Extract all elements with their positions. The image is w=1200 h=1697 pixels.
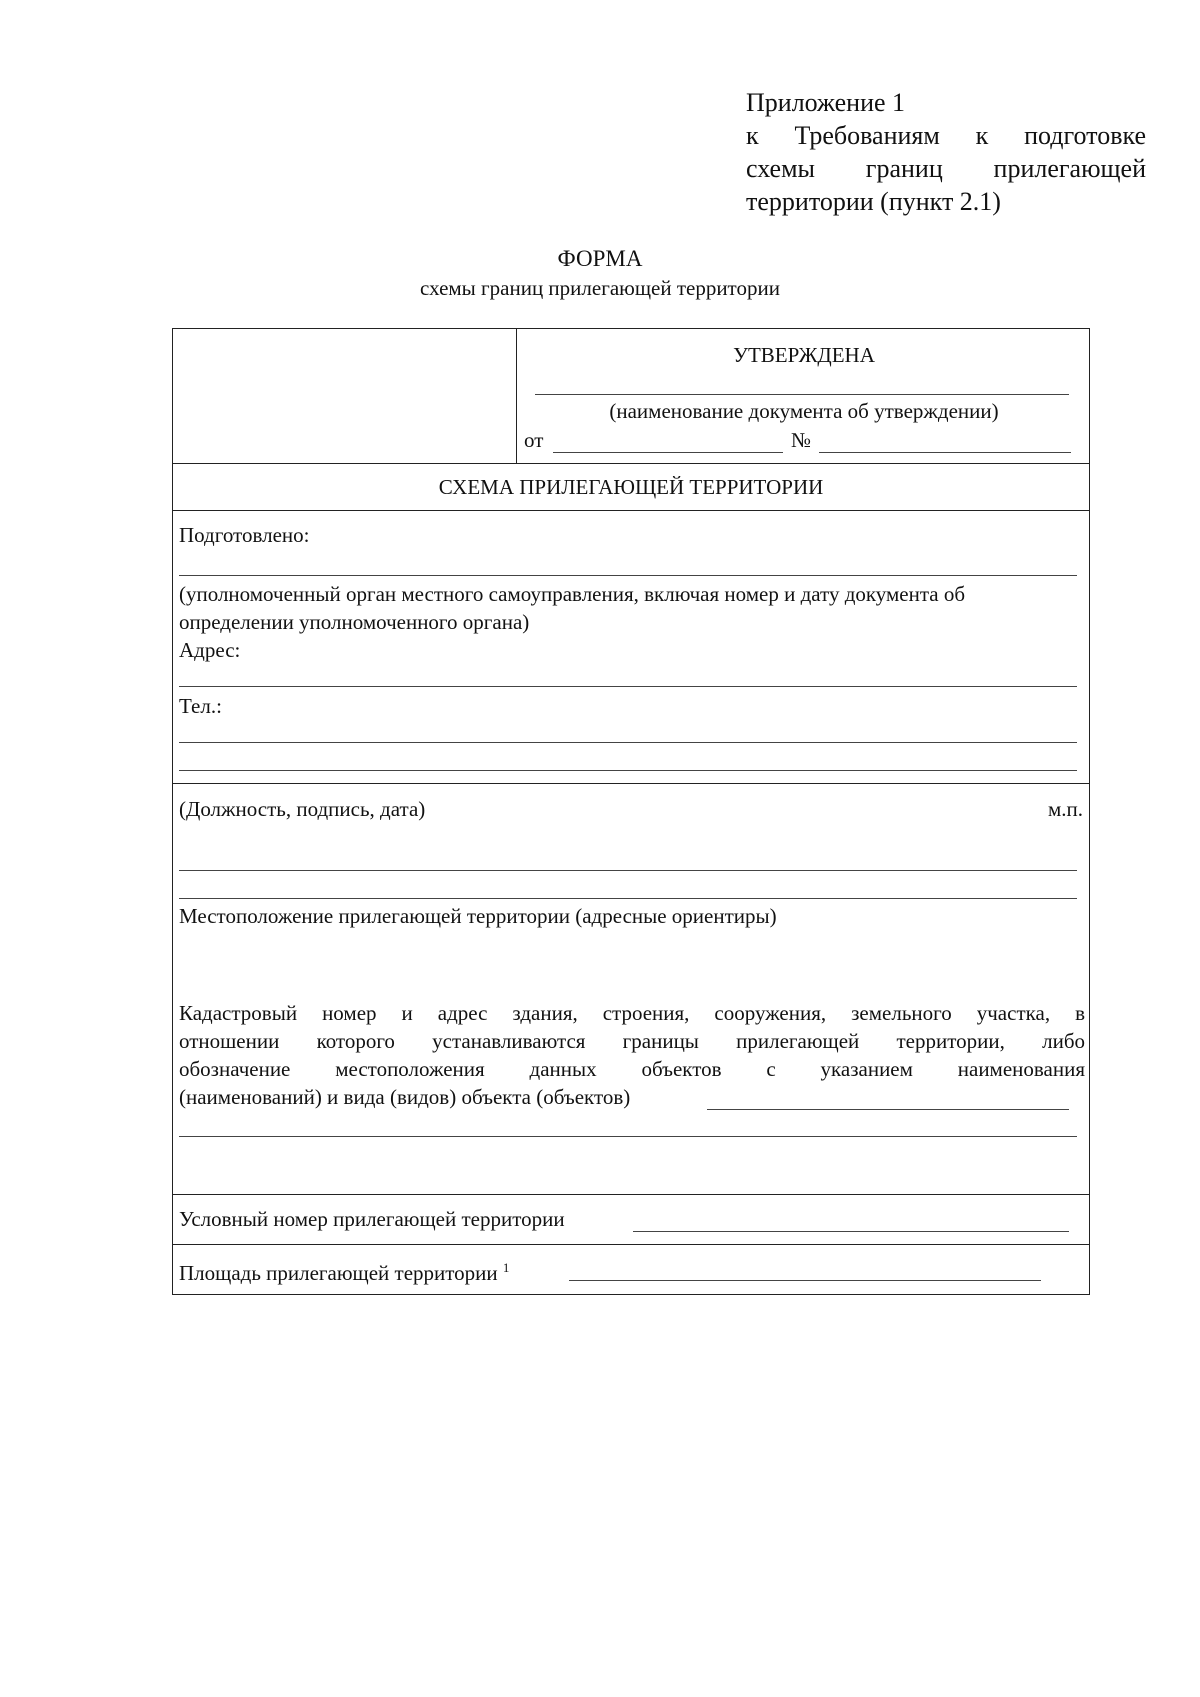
appendix-reference-line: к Требованиям к подготовке <box>746 121 1146 150</box>
appendix-number: Приложение 1 <box>746 88 906 117</box>
address-label: Адрес: <box>179 638 241 662</box>
form-title: ФОРМА <box>557 246 643 271</box>
area-field[interactable] <box>569 1280 1041 1281</box>
scheme-form <box>172 328 1090 1295</box>
signature-field[interactable] <box>179 870 1077 871</box>
cadastral-line: (наименований) и вида (видов) объекта (объектов) <box>179 1085 631 1109</box>
stamp-label: м.п. <box>1047 797 1083 821</box>
row-divider <box>173 783 1089 784</box>
row-divider <box>173 1244 1089 1245</box>
approval-number-label: № <box>791 428 812 452</box>
phone-field[interactable] <box>179 742 1077 743</box>
appendix-reference-line: схемы границ прилегающей <box>746 154 1146 183</box>
approval-document-field[interactable] <box>535 394 1069 395</box>
approval-date-field[interactable] <box>553 452 783 453</box>
area-label <box>179 1254 509 1287</box>
appendix-reference-line: территории (пункт 2.1) <box>746 187 1001 216</box>
location-label: Местоположение прилегающей территории (адресные ориентиры) <box>179 904 777 928</box>
cadastral-line: обозначение местоположения данных объектов с указанием наименования <box>179 1057 1085 1081</box>
row-divider <box>173 510 1089 511</box>
area-footnote-mark: 1 <box>502 1260 510 1275</box>
appendix-header <box>746 86 1146 218</box>
approval-heading: УТВЕРЖДЕНА <box>733 343 875 367</box>
approval-document-caption: (наименование документа об утверждении) <box>609 399 999 423</box>
approval-date-label: от <box>524 428 544 452</box>
row-divider <box>173 1194 1089 1195</box>
approval-number-field[interactable] <box>819 452 1071 453</box>
prepared-caption-line: (уполномоченный орган местного самоуправления, включая номер и дату документа об <box>179 582 966 606</box>
signature-label: (Должность, подпись, дата) <box>179 797 426 821</box>
cadastral-line: отношении которого устанавливаются границы прилегающей территории, либо <box>179 1029 1085 1053</box>
row-divider <box>173 463 1089 464</box>
form-subtitle: схемы границ прилегающей территории <box>420 276 780 300</box>
scheme-title: СХЕМА ПРИЛЕГАЮЩЕЙ ТЕРРИТОРИИ <box>438 475 824 499</box>
prepared-authority-field[interactable] <box>179 575 1077 576</box>
cadastral-object-field[interactable] <box>707 1109 1069 1110</box>
cadastral-object-field-extra[interactable] <box>179 1136 1077 1137</box>
address-field[interactable] <box>179 686 1077 687</box>
cadastral-line: Кадастровый номер и адрес здания, строения, сооружения, земельного участка, в <box>179 1001 1085 1025</box>
prepared-caption-line: определении уполномоченного органа) <box>179 610 530 634</box>
phone-label: Тел.: <box>179 694 222 718</box>
prepared-label: Подготовлено: <box>179 523 310 547</box>
conditional-number-field[interactable] <box>633 1231 1069 1232</box>
signature-field-extra[interactable] <box>179 898 1077 899</box>
cadastral-description <box>179 999 1085 1083</box>
area-label-text: Площадь прилегающей территории <box>179 1261 498 1285</box>
conditional-number-label: Условный номер прилегающей территории <box>179 1207 565 1231</box>
phone-field-extra[interactable] <box>179 770 1077 771</box>
